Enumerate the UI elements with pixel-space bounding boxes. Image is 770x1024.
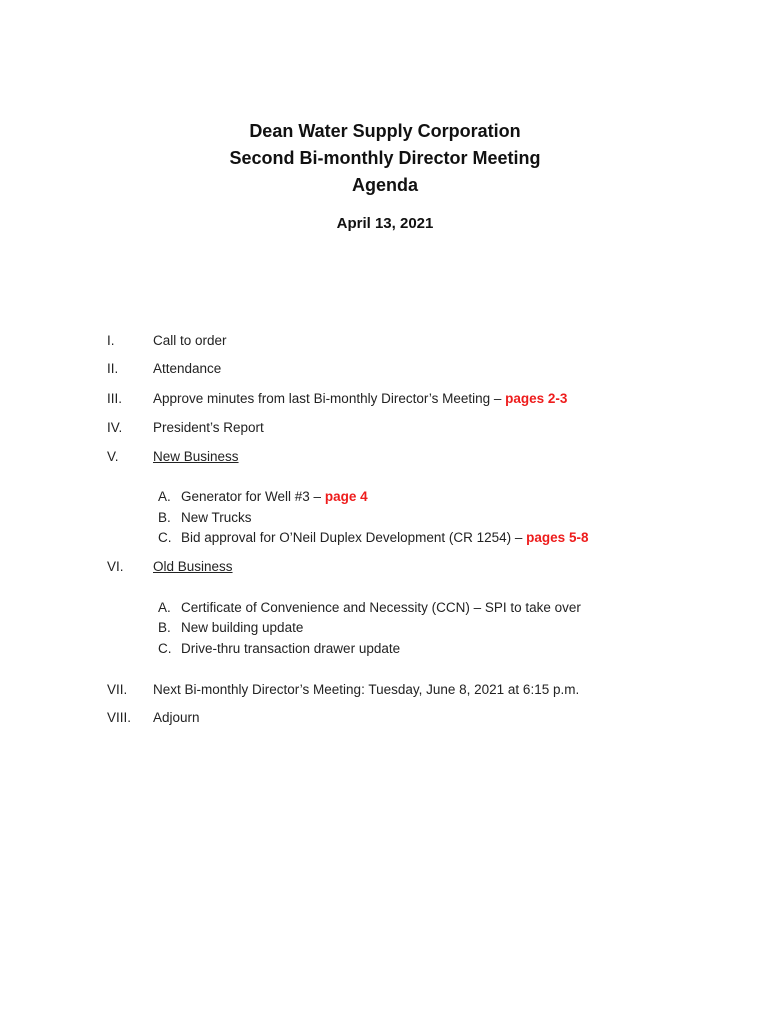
subitem-text-wrap: [181, 488, 368, 506]
meeting-date: April 13, 2021: [336, 215, 434, 232]
item-number: V.: [107, 449, 119, 464]
subitem-text-wrap: [181, 529, 588, 547]
section-heading-old-business: Old Business: [153, 559, 233, 574]
item-number: I.: [107, 333, 115, 348]
subitem-letter: A.: [158, 600, 171, 615]
item-text: Attendance: [153, 361, 222, 376]
page-reference: pages 2-3: [505, 391, 568, 406]
subitem-text: Certificate of Convenience and Necessity (CCN) – SPI to take over: [181, 600, 581, 615]
item-text: Call to order: [153, 333, 227, 348]
subitem-text: New Trucks: [181, 510, 252, 525]
meeting-title: Second Bi-monthly Director Meeting: [229, 148, 541, 168]
item-text-wrap: [153, 390, 567, 408]
document-title: Dean Water Supply Corporation: [249, 121, 521, 141]
subitem-letter: A.: [158, 489, 171, 504]
item-number: III.: [107, 391, 123, 406]
item-text: Approve minutes from last Bi-monthly Director’s Meeting –: [153, 391, 506, 406]
subitem-letter: C.: [158, 530, 172, 545]
subitem-text: Generator for Well #3 –: [181, 489, 325, 504]
agenda-heading: Agenda: [351, 175, 418, 195]
item-number: IV.: [107, 420, 123, 435]
subitem-letter: C.: [158, 641, 172, 656]
subitem-text: Drive-thru transaction drawer update: [181, 641, 401, 656]
subitem-letter: B.: [158, 620, 171, 635]
item-number: VIII.: [107, 710, 132, 725]
item-text: Adjourn: [153, 710, 200, 725]
page-reference: pages 5-8: [526, 530, 589, 545]
section-heading-new-business: New Business: [153, 449, 239, 464]
item-number: VI.: [107, 559, 124, 574]
subitem-letter: B.: [158, 510, 171, 525]
item-number: VII.: [107, 682, 128, 697]
item-text: President’s Report: [153, 420, 264, 435]
page-reference: page 4: [324, 489, 368, 504]
subitem-text: New building update: [181, 620, 304, 635]
item-text: Next Bi-monthly Director’s Meeting: Tuesday, June 8, 2021 at 6:15 p.m.: [153, 682, 580, 697]
item-number: II.: [107, 361, 119, 376]
subitem-text: Bid approval for O’Neil Duplex Development (CR 1254) –: [181, 530, 527, 545]
